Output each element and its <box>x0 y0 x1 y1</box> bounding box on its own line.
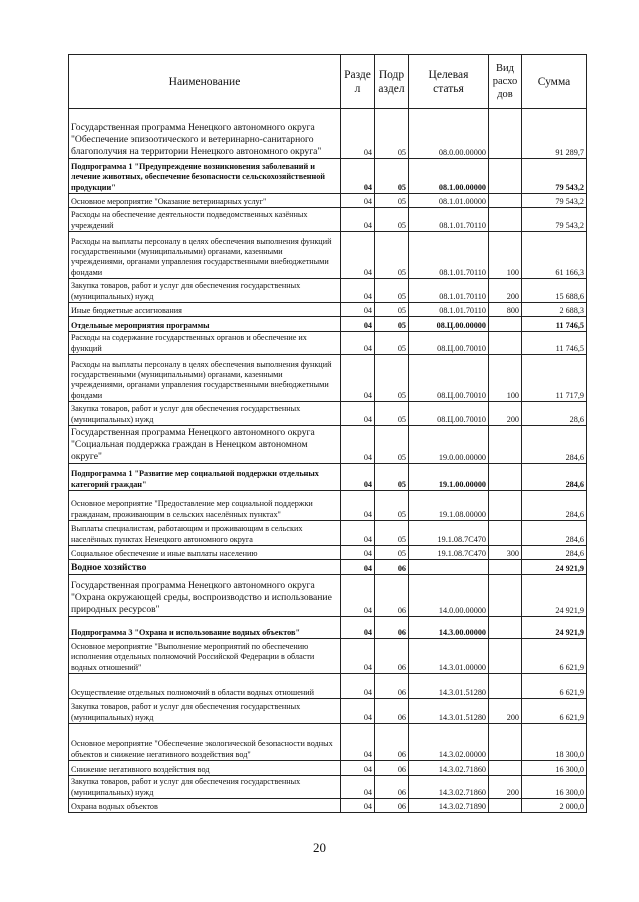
page-number: 20 <box>313 840 326 855</box>
row-section-cell: 04 <box>341 699 375 724</box>
row-section-cell: 04 <box>341 521 375 546</box>
table-row <box>69 724 587 761</box>
row-target-cell: 08.Ц.00.00000 <box>409 317 489 332</box>
row-target-cell: 08.0.00.00000 <box>409 109 489 159</box>
table-row <box>69 279 587 303</box>
row-amount-cell: 91 289,7 <box>522 109 587 159</box>
row-target-cell: 14.3.01.51280 <box>409 699 489 724</box>
row-name-cell: Закупка товаров, работ и услуг для обеспечения государственных (муниципальных) нужд <box>69 402 341 426</box>
row-section-cell: 04 <box>341 799 375 813</box>
row-type-cell <box>489 464 522 491</box>
row-amount-cell: 79 543,2 <box>522 208 587 232</box>
row-section-cell: 04 <box>341 575 375 617</box>
row-name-cell: Охрана водных объектов <box>69 799 341 813</box>
table-row <box>69 194 587 208</box>
table-row <box>69 159 587 194</box>
row-subsection-cell: 05 <box>375 426 409 464</box>
table-row <box>69 464 587 491</box>
row-target-cell: 14.3.02.00000 <box>409 724 489 761</box>
row-name-cell: Основное мероприятие "Обеспечение экологической безопасности водных объектов и снижение негативного воздействия вод" <box>69 724 341 761</box>
row-type-cell: 300 <box>489 546 522 560</box>
row-section-cell: 04 <box>341 560 375 575</box>
table-row <box>69 332 587 355</box>
row-subsection-cell: 05 <box>375 464 409 491</box>
row-name-cell: Расходы на обеспечение деятельности подведомственных казённых учреждений <box>69 208 341 232</box>
header-amount: Сумма <box>522 55 587 109</box>
row-target-cell: 08.1.01.70110 <box>409 232 489 279</box>
row-type-cell: 100 <box>489 232 522 279</box>
row-amount-cell: 284,6 <box>522 546 587 560</box>
row-name-cell: Расходы на выплаты персоналу в целях обеспечения выполнения функций государственными (муниципальными) органами, казенными учреждениями, органами управления государственными внебюджетными фондами <box>69 232 341 279</box>
row-type-cell <box>489 761 522 776</box>
row-subsection-cell: 06 <box>375 776 409 799</box>
header-name: Наименование <box>69 55 341 109</box>
row-section-cell: 04 <box>341 761 375 776</box>
row-amount-cell: 24 921,9 <box>522 560 587 575</box>
row-amount-cell: 11 746,5 <box>522 317 587 332</box>
row-name-cell: Расходы на содержание государственных органов и обеспечение их функций <box>69 332 341 355</box>
row-section-cell: 04 <box>341 317 375 332</box>
table-row <box>69 232 587 279</box>
row-name-cell: Иные бюджетные ассигнования <box>69 303 341 317</box>
row-subsection-cell: 05 <box>375 208 409 232</box>
row-subsection-cell: 05 <box>375 332 409 355</box>
row-subsection-cell: 06 <box>375 699 409 724</box>
row-subsection-cell: 05 <box>375 232 409 279</box>
row-subsection-cell: 06 <box>375 617 409 639</box>
table-row <box>69 109 587 159</box>
table-row <box>69 491 587 521</box>
row-subsection-cell: 05 <box>375 521 409 546</box>
row-type-cell: 200 <box>489 699 522 724</box>
row-section-cell: 04 <box>341 546 375 560</box>
row-target-cell: 19.1.08.00000 <box>409 491 489 521</box>
table-row <box>69 355 587 402</box>
row-amount-cell: 284,6 <box>522 521 587 546</box>
row-name-cell: Выплаты специалистам, работающим и проживающим в сельских населённых пунктах Ненецкого автономного округа <box>69 521 341 546</box>
row-target-cell: 14.3.01.51280 <box>409 674 489 699</box>
row-section-cell: 04 <box>341 402 375 426</box>
row-target-cell: 08.1.00.00000 <box>409 159 489 194</box>
row-amount-cell: 2 000,0 <box>522 799 587 813</box>
row-target-cell: 14.0.00.00000 <box>409 575 489 617</box>
table-header-row <box>69 55 587 109</box>
row-type-cell: 200 <box>489 776 522 799</box>
row-amount-cell: 24 921,9 <box>522 575 587 617</box>
table-row <box>69 575 587 617</box>
row-target-cell: 19.1.08.7С470 <box>409 546 489 560</box>
row-subsection-cell: 05 <box>375 355 409 402</box>
row-amount-cell: 16 300,0 <box>522 761 587 776</box>
row-target-cell: 14.3.02.71890 <box>409 799 489 813</box>
row-amount-cell: 6 621,9 <box>522 639 587 674</box>
row-subsection-cell: 05 <box>375 317 409 332</box>
row-amount-cell: 79 543,2 <box>522 159 587 194</box>
row-target-cell: 14.3.02.71860 <box>409 776 489 799</box>
row-name-cell: Подпрограмма 1 "Развитие мер социальной поддержки отдельных категорий граждан" <box>69 464 341 491</box>
row-target-cell: 08.1.01.70110 <box>409 279 489 303</box>
row-subsection-cell: 06 <box>375 575 409 617</box>
row-amount-cell: 16 300,0 <box>522 776 587 799</box>
row-section-cell: 04 <box>341 159 375 194</box>
row-section-cell: 04 <box>341 426 375 464</box>
row-amount-cell: 28,6 <box>522 402 587 426</box>
row-target-cell: 08.Ц.00.70010 <box>409 355 489 402</box>
table-body <box>69 109 587 813</box>
row-target-cell: 08.Ц.00.70010 <box>409 402 489 426</box>
row-type-cell <box>489 332 522 355</box>
row-type-cell <box>489 317 522 332</box>
row-target-cell: 19.1.00.00000 <box>409 464 489 491</box>
table-row <box>69 208 587 232</box>
row-amount-cell: 6 621,9 <box>522 699 587 724</box>
row-section-cell: 04 <box>341 194 375 208</box>
row-target-cell: 08.1.01.70110 <box>409 208 489 232</box>
table-row <box>69 546 587 560</box>
row-subsection-cell: 05 <box>375 279 409 303</box>
row-subsection-cell: 06 <box>375 761 409 776</box>
row-target-cell: 08.1.01.00000 <box>409 194 489 208</box>
row-type-cell <box>489 575 522 617</box>
row-name-cell: Социальное обеспечение и иные выплаты населению <box>69 546 341 560</box>
row-target-cell: 08.Ц.00.70010 <box>409 332 489 355</box>
row-name-cell: Основное мероприятие "Предоставление мер социальной поддержки гражданам, проживающим в сельских населённых пунктах" <box>69 491 341 521</box>
table-row <box>69 761 587 776</box>
row-section-cell: 04 <box>341 464 375 491</box>
row-amount-cell: 15 688,6 <box>522 279 587 303</box>
row-section-cell: 04 <box>341 232 375 279</box>
row-amount-cell: 6 621,9 <box>522 674 587 699</box>
row-subsection-cell: 06 <box>375 560 409 575</box>
row-amount-cell: 11 717,9 <box>522 355 587 402</box>
row-subsection-cell: 05 <box>375 303 409 317</box>
row-target-cell <box>409 560 489 575</box>
row-subsection-cell: 06 <box>375 639 409 674</box>
row-type-cell <box>489 109 522 159</box>
row-name-cell: Государственная программа Ненецкого автономного округа "Охрана окружающей среды, воспроизводство и использование природных ресурсов" <box>69 575 341 617</box>
row-type-cell <box>489 521 522 546</box>
row-subsection-cell: 05 <box>375 109 409 159</box>
row-name-cell: Снижение негативного воздействия вод <box>69 761 341 776</box>
row-type-cell <box>489 639 522 674</box>
table-row <box>69 560 587 575</box>
table-row <box>69 776 587 799</box>
row-section-cell: 04 <box>341 639 375 674</box>
row-section-cell: 04 <box>341 674 375 699</box>
header-target: Целевая статья <box>409 55 489 109</box>
row-amount-cell: 11 746,5 <box>522 332 587 355</box>
row-type-cell <box>489 208 522 232</box>
row-amount-cell: 2 688,3 <box>522 303 587 317</box>
table-row <box>69 639 587 674</box>
row-name-cell: Подпрограмма 3 "Охрана и использование водных объектов" <box>69 617 341 639</box>
row-name-cell: Государственная программа Ненецкого автономного округа "Обеспечение эпизоотического и ветеринарно-санитарного благополучия на территории Ненецкого автономного округа" <box>69 109 341 159</box>
row-amount-cell: 79 543,2 <box>522 194 587 208</box>
row-type-cell <box>489 560 522 575</box>
row-type-cell <box>489 194 522 208</box>
header-type: Вид расхо дов <box>489 55 522 109</box>
row-section-cell: 04 <box>341 303 375 317</box>
table-row <box>69 799 587 813</box>
row-section-cell: 04 <box>341 109 375 159</box>
row-name-cell: Закупка товаров, работ и услуг для обеспечения государственных (муниципальных) нужд <box>69 279 341 303</box>
row-target-cell: 14.3.01.00000 <box>409 639 489 674</box>
row-section-cell: 04 <box>341 617 375 639</box>
row-subsection-cell: 05 <box>375 194 409 208</box>
row-name-cell: Основное мероприятие "Оказание ветеринарных услуг" <box>69 194 341 208</box>
row-target-cell: 08.1.01.70110 <box>409 303 489 317</box>
row-subsection-cell: 05 <box>375 546 409 560</box>
row-subsection-cell: 06 <box>375 724 409 761</box>
header-section: Разде л <box>341 55 375 109</box>
table-row <box>69 303 587 317</box>
row-name-cell: Государственная программа Ненецкого автономного округа "Социальная поддержка граждан в Ненецком автономном округе" <box>69 426 341 464</box>
budget-table <box>68 54 587 813</box>
table-row <box>69 317 587 332</box>
row-name-cell: Закупка товаров, работ и услуг для обеспечения государственных (муниципальных) нужд <box>69 776 341 799</box>
row-amount-cell: 284,6 <box>522 426 587 464</box>
row-section-cell: 04 <box>341 279 375 303</box>
row-subsection-cell: 05 <box>375 491 409 521</box>
row-section-cell: 04 <box>341 491 375 521</box>
row-section-cell: 04 <box>341 332 375 355</box>
table-row <box>69 674 587 699</box>
row-type-cell <box>489 491 522 521</box>
table-row <box>69 426 587 464</box>
row-name-cell: Подпрограмма 1 "Предупреждение возникновения заболеваний и лечение животных, обеспечение безопасности сельскохозяйственной продукции" <box>69 159 341 194</box>
table-row <box>69 402 587 426</box>
row-amount-cell: 61 166,3 <box>522 232 587 279</box>
row-name-cell: Расходы на выплаты персоналу в целях обеспечения выполнения функций государственными (муниципальными) органами, казенными учреждениями, органами управления государственными внебюджетными фондами <box>69 355 341 402</box>
row-type-cell <box>489 617 522 639</box>
row-type-cell <box>489 426 522 464</box>
row-amount-cell: 24 921,9 <box>522 617 587 639</box>
row-target-cell: 19.1.08.7С470 <box>409 521 489 546</box>
row-type-cell: 100 <box>489 355 522 402</box>
row-target-cell: 14.3.00.00000 <box>409 617 489 639</box>
table-row <box>69 617 587 639</box>
row-type-cell <box>489 724 522 761</box>
row-subsection-cell: 06 <box>375 674 409 699</box>
row-name-cell: Отдельные мероприятия программы <box>69 317 341 332</box>
row-type-cell: 800 <box>489 303 522 317</box>
row-name-cell: Основное мероприятие "Выполнение мероприятий по обеспечению исполнения отдельных полномочий Российской Федерации в области водных отношений" <box>69 639 341 674</box>
row-type-cell <box>489 674 522 699</box>
row-type-cell: 200 <box>489 279 522 303</box>
row-section-cell: 04 <box>341 355 375 402</box>
row-target-cell: 14.3.02.71860 <box>409 761 489 776</box>
row-type-cell <box>489 799 522 813</box>
header-subsection: Подр аздел <box>375 55 409 109</box>
row-subsection-cell: 05 <box>375 402 409 426</box>
row-subsection-cell: 05 <box>375 159 409 194</box>
row-type-cell: 200 <box>489 402 522 426</box>
table-row <box>69 521 587 546</box>
row-amount-cell: 284,6 <box>522 491 587 521</box>
row-name-cell: Закупка товаров, работ и услуг для обеспечения государственных (муниципальных) нужд <box>69 699 341 724</box>
row-type-cell <box>489 159 522 194</box>
row-section-cell: 04 <box>341 776 375 799</box>
row-amount-cell: 284,6 <box>522 464 587 491</box>
row-subsection-cell: 06 <box>375 799 409 813</box>
row-target-cell: 19.0.00.00000 <box>409 426 489 464</box>
table-row <box>69 699 587 724</box>
row-name-cell: Водное хозяйство <box>69 560 341 575</box>
row-section-cell: 04 <box>341 208 375 232</box>
row-section-cell: 04 <box>341 724 375 761</box>
row-name-cell: Осуществление отдельных полномочий в области водных отношений <box>69 674 341 699</box>
row-amount-cell: 18 300,0 <box>522 724 587 761</box>
